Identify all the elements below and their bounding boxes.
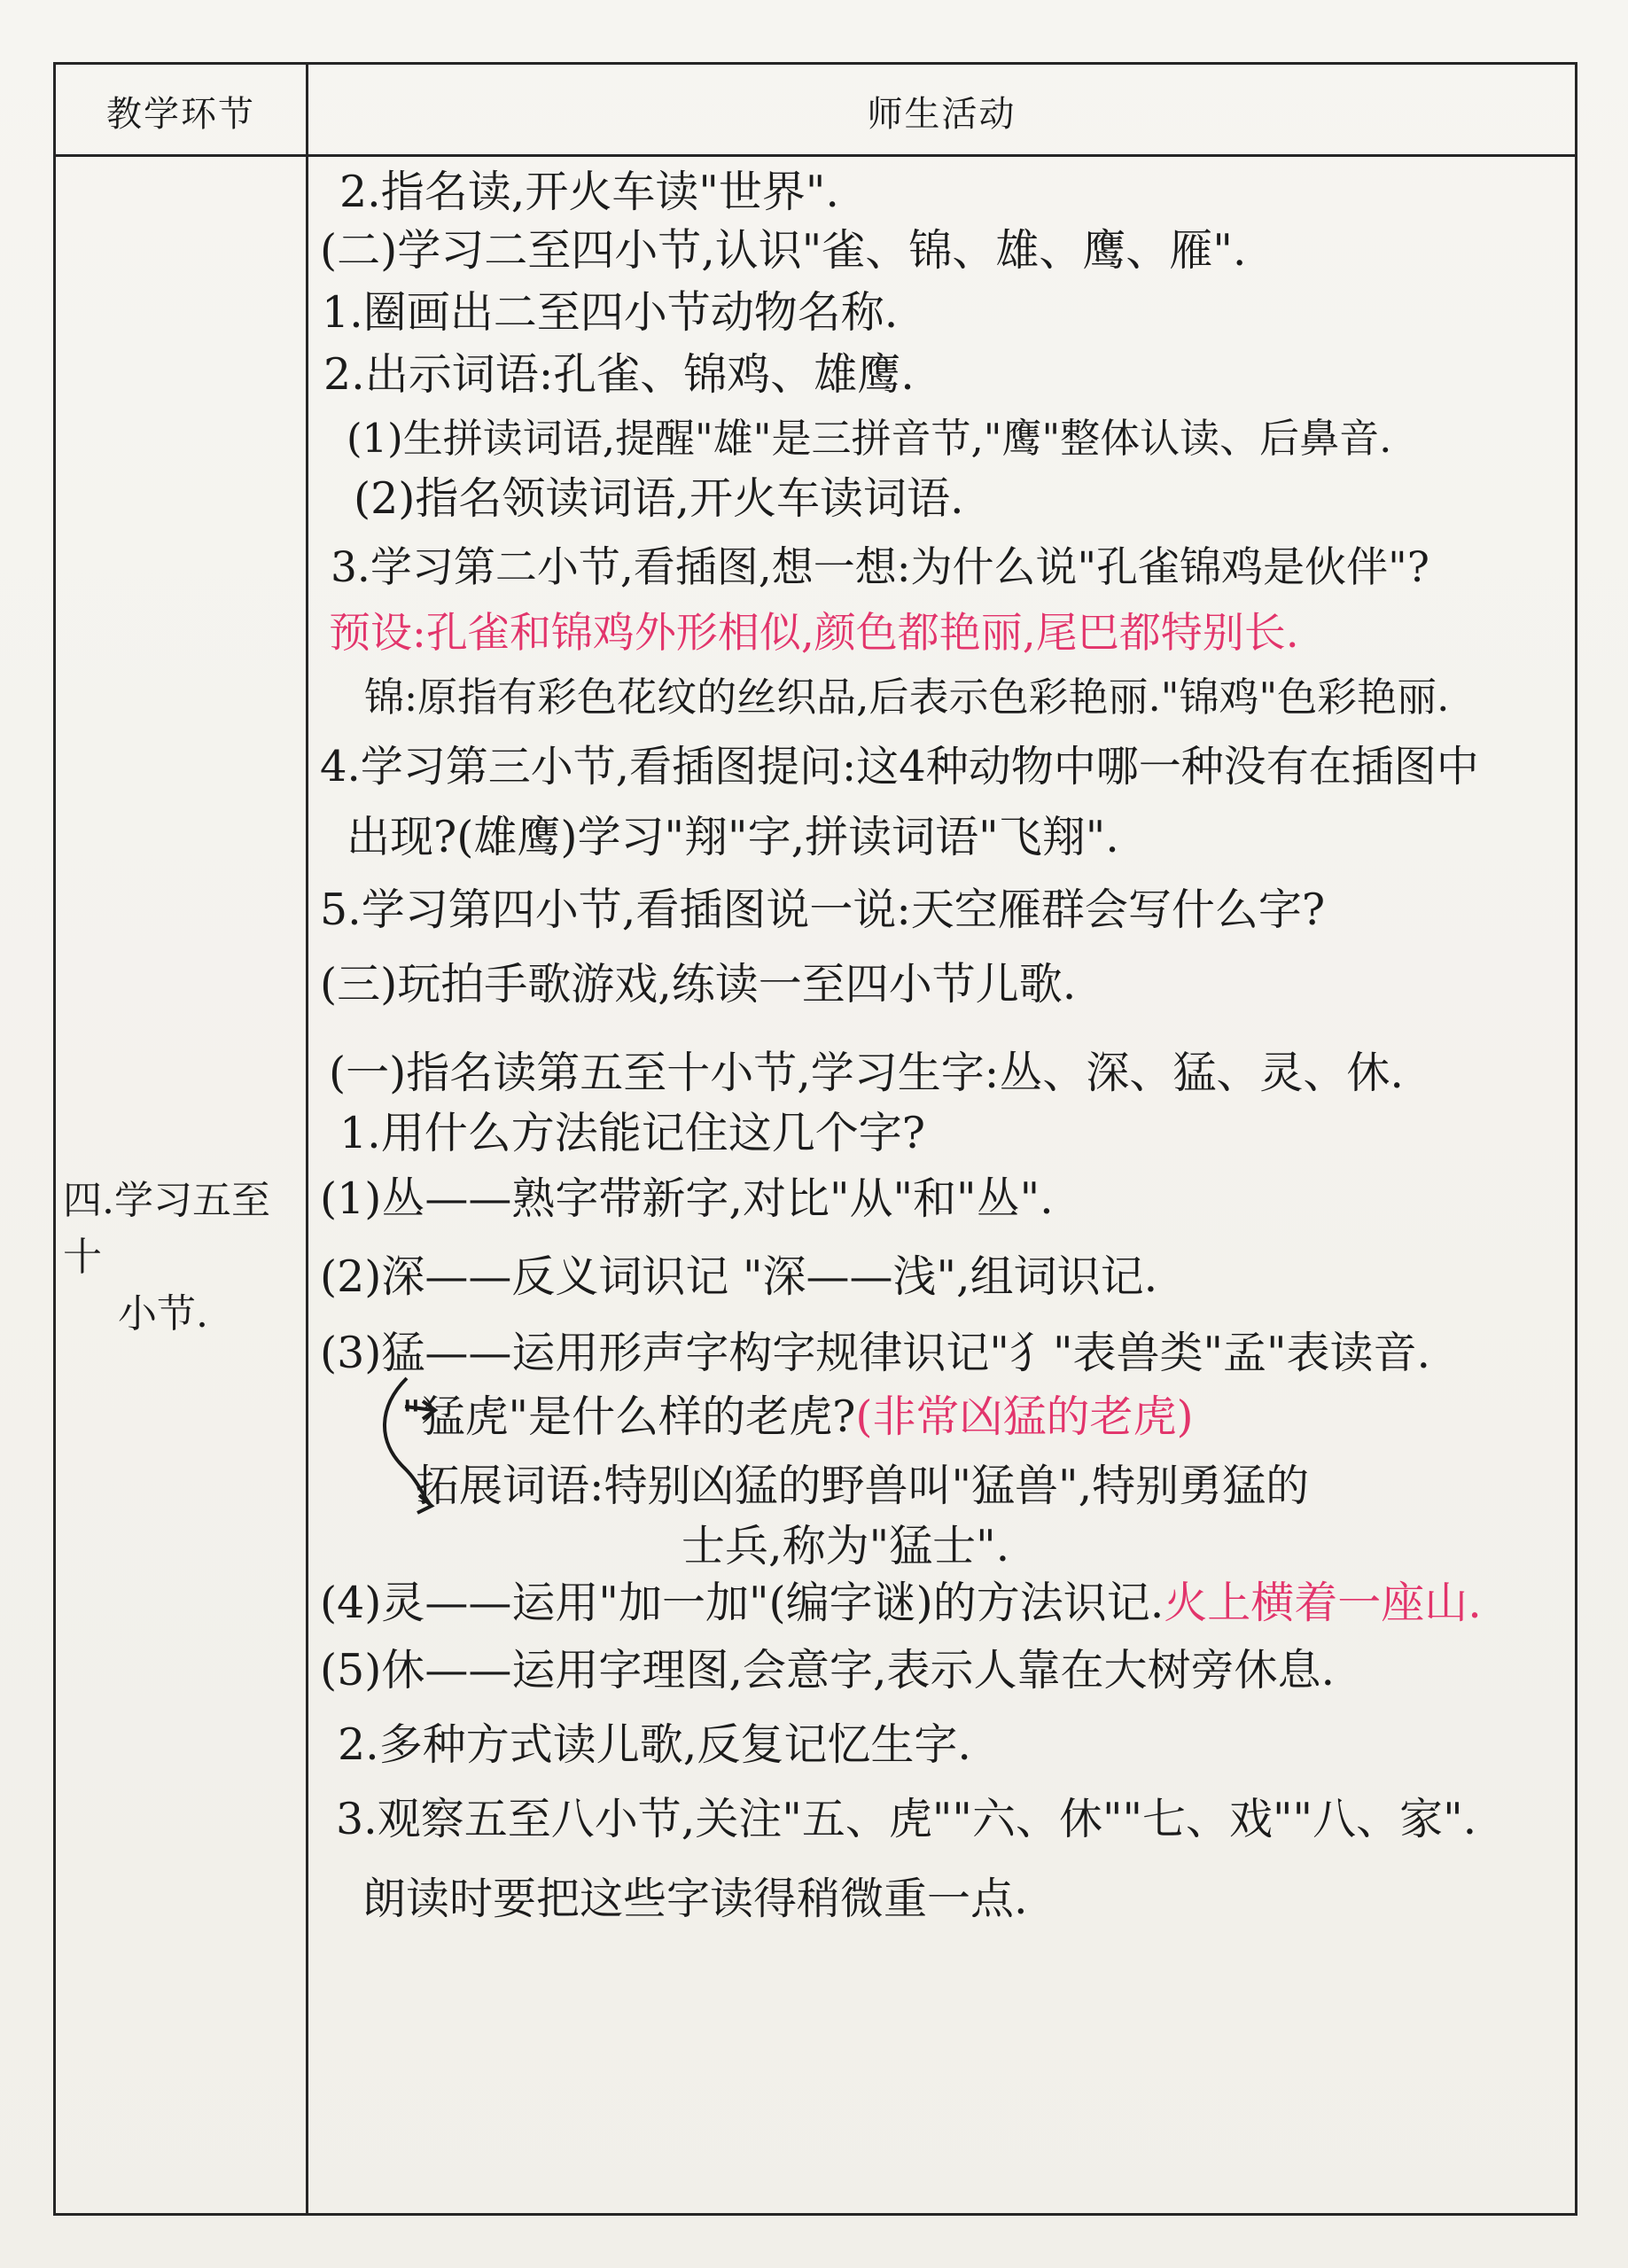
text-line: 拓展词语:特别凶猛的野兽叫"猛兽",特别勇猛的 (416, 1461, 1310, 1511)
annotation-segment: (非常凶猛的老虎) (855, 1391, 1194, 1442)
text-line (320, 1578, 1482, 1628)
text-line: (1)生拼读词语,提醒"雄"是三拼音节,"鹰"整体认读、后鼻音. (347, 415, 1392, 462)
text-line: 士兵,称为"猛士". (682, 1521, 1010, 1571)
text-line: (三)玩拍手歌游戏,练读一至四小节儿歌. (320, 959, 1077, 1009)
activities-content (320, 157, 1568, 2213)
text-line: 朗读时要把这些字读得稍微重一点. (362, 1874, 1028, 1924)
text-line: 2.多种方式读儿歌,反复记忆生字. (338, 1719, 971, 1770)
text-line: 3.学习第二小节,看插图,想一想:为什么说"孔雀锦鸡是伙伴"? (331, 543, 1429, 592)
column-divider (306, 65, 308, 2213)
text-line: (1)丛——熟字带新字,对比"从"和"丛". (320, 1173, 1054, 1224)
text-line: 5.学习第四小节,看插图说一说:天空雁群会写什么字? (320, 885, 1326, 935)
text-line: (5)休——运用字理图,会意字,表示人靠在大树旁休息. (320, 1645, 1336, 1695)
table-header-row (56, 65, 1575, 157)
text-line: (2)指名领读词语,开火车读词语. (354, 473, 964, 524)
stage-label-line1: 四.学习五至十 (63, 1178, 270, 1280)
text-line: 2.出示词语:孔雀、锦鸡、雄鹰. (323, 349, 915, 400)
text-line: 1.圈画出二至四小节动物名称. (322, 287, 899, 338)
lesson-plan-table (53, 62, 1577, 2216)
text-line (401, 1392, 1194, 1442)
text-line: 出现?(雄鹰)学习"翔"字,拼读词语"飞翔". (347, 812, 1119, 862)
header-teaching-stage: 教学环节 (106, 93, 255, 135)
header-activities: 师生活动 (867, 93, 1017, 135)
text-line: 1.用什么方法能记住这几个字? (339, 1108, 926, 1158)
text-line: 4.学习第三小节,看插图提问:这4种动物中哪一种没有在插图中 (320, 742, 1479, 791)
text-line: (3)猛——运用形声字构字规律识记"犭"表兽类"孟"表读音. (320, 1328, 1431, 1378)
text-segment: (4)灵——运用"加一加"(编字谜)的方法识记. (320, 1578, 1165, 1628)
stage-label (63, 1173, 302, 1342)
annotation-segment: 火上横着一座山. (1164, 1578, 1482, 1628)
text-segment: "猛虎"是什么样的老虎? (401, 1391, 856, 1442)
annotation-line: 预设:孔雀和锦鸡外形相似,颜色都艳丽,尾巴都特别长. (329, 609, 1299, 658)
text-line: 2.指名读,开火车读"世界". (339, 167, 839, 217)
text-line: 3.观察五至八小节,关注"五、虎""六、休""七、戏""八、家". (336, 1794, 1477, 1844)
stage-label-line2: 小节. (118, 1290, 208, 1337)
text-line: (二)学习二至四小节,认识"雀、锦、雄、鹰、雁". (320, 225, 1247, 276)
text-line: 锦:原指有彩色花纹的丝织品,后表示色彩艳丽."锦鸡"色彩艳丽. (364, 674, 1450, 721)
text-line: (一)指名读第五至十小节,学习生字:丛、深、猛、灵、休. (329, 1048, 1404, 1098)
text-line: (2)深——反义词识记 "深——浅",组词识记. (320, 1251, 1158, 1302)
